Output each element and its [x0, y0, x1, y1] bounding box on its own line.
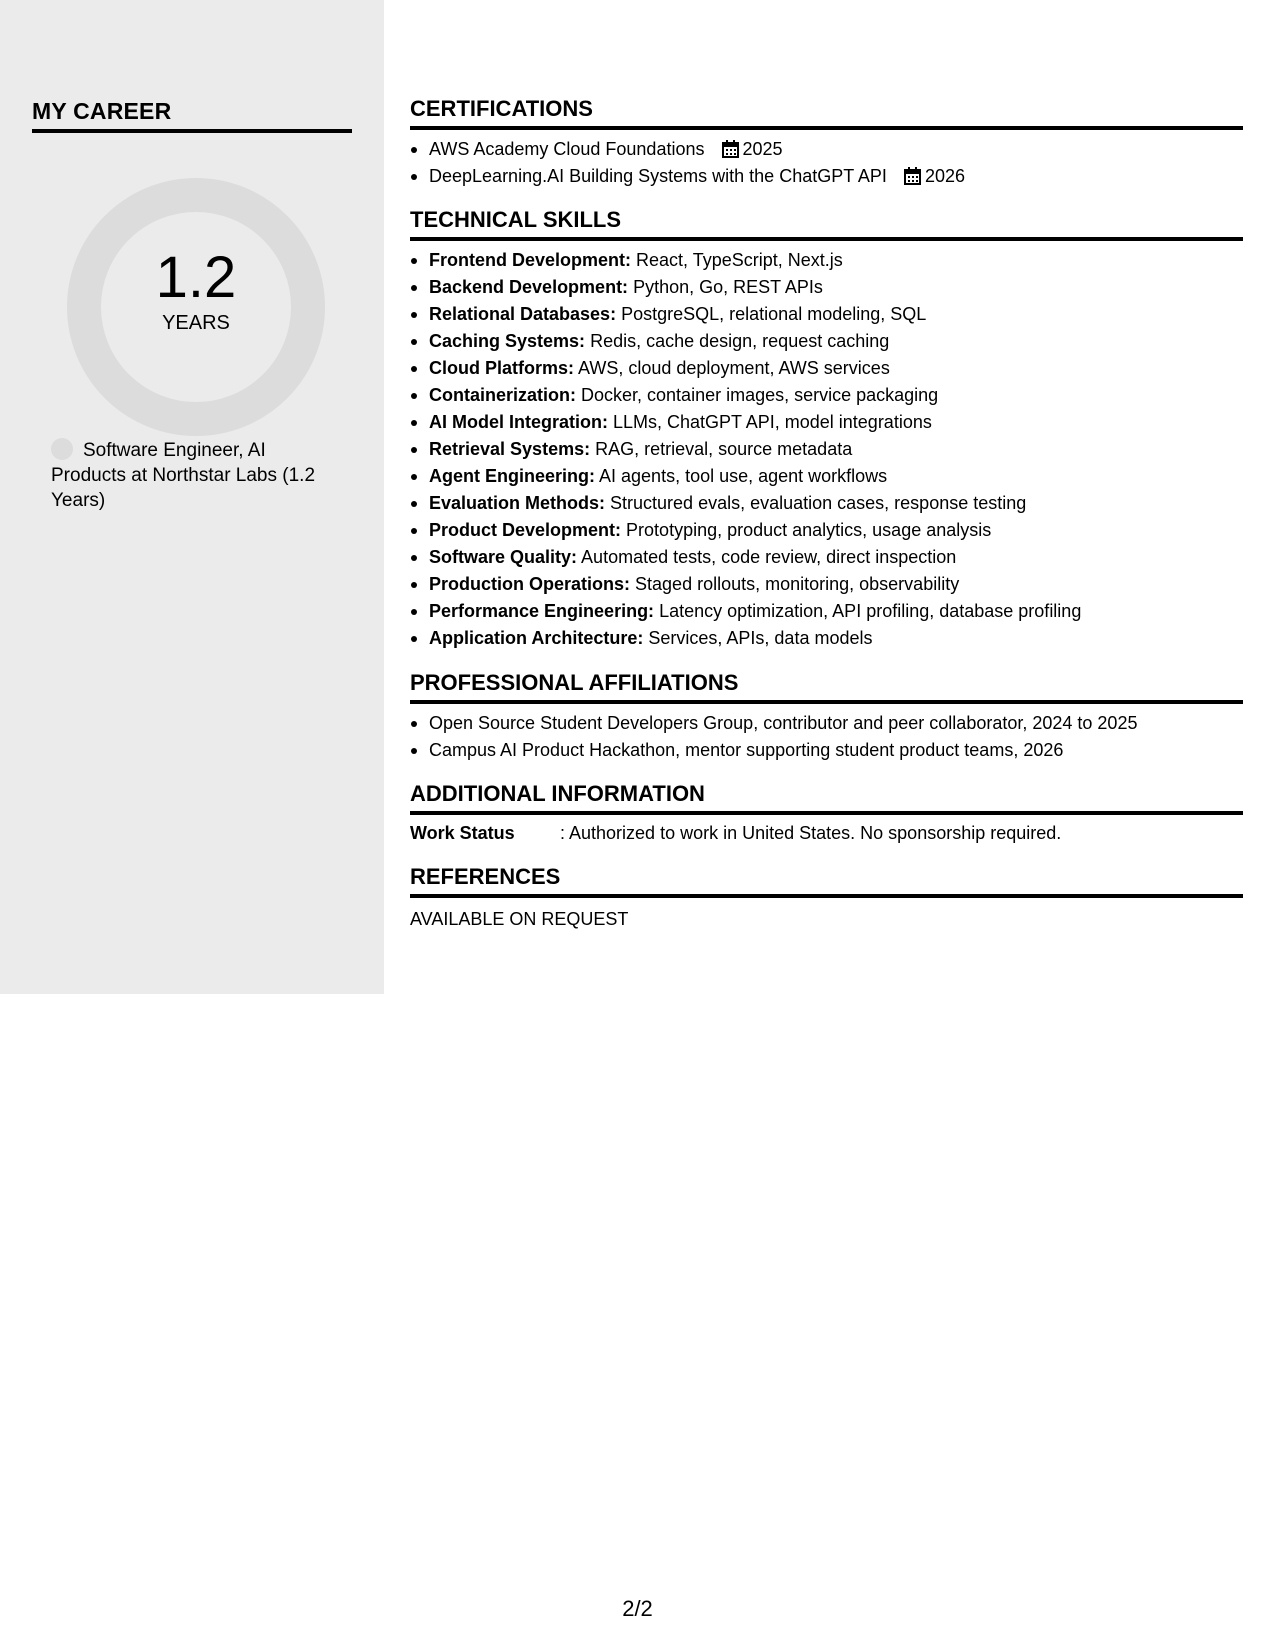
- skill-text: AWS, cloud deployment, AWS services: [578, 358, 890, 378]
- skill-item: [410, 490, 1243, 517]
- certification-name: DeepLearning.AI Building Systems with the ChatGPT API: [429, 166, 887, 186]
- skill-item: [410, 598, 1243, 625]
- career-heading: MY CAREER: [32, 98, 352, 133]
- skill-item: [410, 463, 1243, 490]
- work-status-label: Work Status: [410, 823, 515, 843]
- experience-unit: YEARS: [162, 312, 230, 334]
- skill-label: Retrieval Systems:: [429, 439, 591, 459]
- calendar-icon: [904, 167, 921, 185]
- sidebar: [0, 0, 384, 994]
- skill-label: Software Quality:: [429, 547, 578, 567]
- certifications-title: CERTIFICATIONS: [410, 96, 1243, 130]
- skill-item: [410, 355, 1243, 382]
- skill-label: Frontend Development:: [429, 250, 632, 270]
- additional-info-section: [410, 781, 1243, 847]
- certification-year: 2025: [742, 139, 783, 159]
- certifications-section: [410, 96, 1243, 190]
- skill-text: Services, APIs, data models: [648, 628, 873, 648]
- skill-item: [410, 274, 1243, 301]
- skill-label: Caching Systems:: [429, 331, 586, 351]
- page-number: 2/2: [622, 1596, 653, 1621]
- career-entry-text: Software Engineer, AI Products at Northstar Labs (1.2 Years): [51, 440, 316, 511]
- skill-text: RAG, retrieval, source metadata: [595, 439, 853, 459]
- skill-item: [410, 301, 1243, 328]
- skill-text: Staged rollouts, monitoring, observability: [635, 574, 960, 594]
- skill-text: Structured evals, evaluation cases, response testing: [610, 493, 1027, 513]
- skill-label: AI Model Integration:: [429, 412, 608, 432]
- skill-item: [410, 382, 1243, 409]
- skill-label: Evaluation Methods:: [429, 493, 606, 513]
- affiliation-item: Campus AI Product Hackathon, mentor supporting student product teams, 2026: [410, 737, 1243, 764]
- skill-item: [410, 625, 1243, 652]
- affiliations-section: [410, 670, 1243, 764]
- certification-year: 2026: [924, 166, 965, 186]
- skill-text: React, TypeScript, Next.js: [636, 250, 843, 270]
- skills-list: [410, 247, 1243, 652]
- skill-label: Relational Databases:: [429, 304, 617, 324]
- certification-name: AWS Academy Cloud Foundations: [429, 139, 705, 159]
- skill-text: Redis, cache design, request caching: [590, 331, 890, 351]
- certification-item: [410, 136, 1243, 163]
- skill-text: Prototyping, product analytics, usage analysis: [626, 520, 992, 540]
- skill-item: [410, 517, 1243, 544]
- work-status-value: : Authorized to work in United States. No sponsorship required.: [560, 823, 1062, 843]
- references-title: REFERENCES: [410, 864, 1243, 898]
- skill-label: Product Development:: [429, 520, 622, 540]
- skill-item: [410, 247, 1243, 274]
- skill-item: [410, 328, 1243, 355]
- skill-label: Containerization:: [429, 385, 576, 405]
- skill-label: Performance Engineering:: [429, 601, 655, 621]
- affiliation-item: Open Source Student Developers Group, contributor and peer collaborator, 2024 to 2025: [410, 710, 1243, 737]
- experience-value: 1.2: [155, 245, 237, 310]
- skill-label: Production Operations:: [429, 574, 631, 594]
- skill-text: AI agents, tool use, agent workflows: [599, 466, 888, 486]
- technical-skills-section: [410, 207, 1243, 652]
- skill-label: Cloud Platforms:: [429, 358, 575, 378]
- skill-label: Application Architecture:: [429, 628, 644, 648]
- affiliations-list: [410, 710, 1243, 764]
- skill-text: PostgreSQL, relational modeling, SQL: [621, 304, 927, 324]
- skill-text: Automated tests, code review, direct inspection: [581, 547, 957, 567]
- additional-info-title: ADDITIONAL INFORMATION: [410, 781, 1243, 815]
- skill-item: [410, 544, 1243, 571]
- skill-label: Agent Engineering:: [429, 466, 595, 486]
- certification-item: [410, 163, 1243, 190]
- certifications-list: [410, 136, 1243, 190]
- career-dot-icon: [51, 438, 73, 460]
- career-entry: [51, 438, 331, 513]
- references-text: AVAILABLE ON REQUEST: [410, 909, 629, 929]
- skill-text: Docker, container images, service packaging: [581, 385, 939, 405]
- references-section: [410, 864, 1243, 933]
- skill-text: Latency optimization, API profiling, database profiling: [659, 601, 1082, 621]
- skill-text: LLMs, ChatGPT API, model integrations: [613, 412, 932, 432]
- technical-skills-title: TECHNICAL SKILLS: [410, 207, 1243, 241]
- skill-label: Backend Development:: [429, 277, 629, 297]
- work-status-row: [410, 820, 1243, 847]
- skill-item: [410, 409, 1243, 436]
- skill-text: Python, Go, REST APIs: [633, 277, 823, 297]
- skill-item: [410, 436, 1243, 463]
- calendar-icon: [722, 140, 739, 158]
- affiliations-title: PROFESSIONAL AFFILIATIONS: [410, 670, 1243, 704]
- skill-item: [410, 571, 1243, 598]
